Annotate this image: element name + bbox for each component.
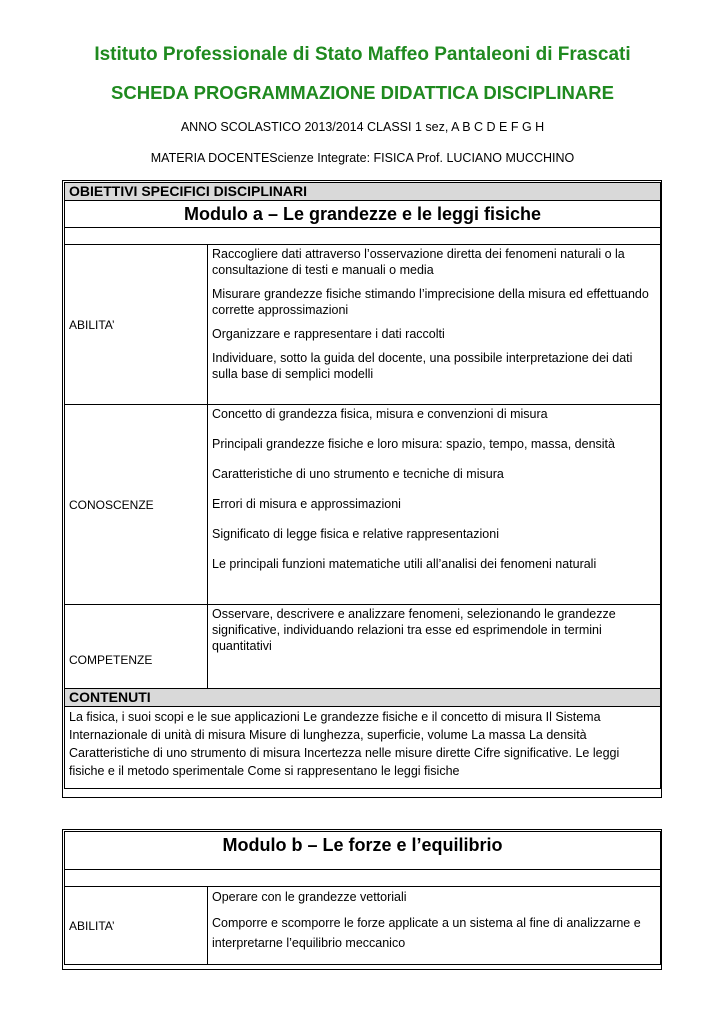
abilita-item: Misurare grandezze fisiche stimando l’imprecisione della misura ed effettuando corrette approssimazioni	[212, 287, 649, 317]
conoscenze-item: Caratteristiche di uno strumento e tecniche di misura	[212, 467, 504, 481]
module-a-table	[64, 182, 661, 789]
conoscenze-cell	[208, 405, 661, 605]
abilita-item: Raccogliere dati attraverso l’osservazione diretta dei fenomeni naturali o la consultazione di testi e manuali o media	[212, 247, 625, 277]
abilita-item: Operare con le grandezze vettoriali	[212, 890, 407, 904]
abilita-item: Comporre e scomporre le forze applicate a un sistema al fine di analizzarne e interpretarne l’equilibrio meccanico	[212, 916, 641, 950]
abilita-item: Individuare, sotto la guida del docente, una possibile interpretazione dei dati sulla base di semplici modelli	[212, 351, 633, 381]
document-title: SCHEDA PROGRAMMAZIONE DIDATTICA DISCIPLINARE	[111, 82, 614, 103]
section-header-obiettivi: OBIETTIVI SPECIFICI DISCIPLINARI	[65, 183, 661, 201]
conoscenze-item: Errori di misura e approssimazioni	[212, 497, 401, 511]
competenze-label: COMPETENZE	[65, 605, 208, 689]
conoscenze-item: Concetto di grandezza fisica, misura e convenzioni di misura	[212, 407, 548, 421]
abilita-item: Organizzare e rappresentare i dati raccolti	[212, 327, 445, 341]
abilita-cell-b	[208, 887, 661, 965]
module-b-title: Modulo b – Le forze e l’equilibrio	[65, 832, 661, 870]
conoscenze-item: Le principali funzioni matematiche utili all’analisi dei fenomeni naturali	[212, 557, 597, 571]
competenze-cell: Osservare, descrivere e analizzare fenomeni, selezionando le grandezze significative, individuando relazioni tra esse ed esprimendole in termini quantitativi	[208, 605, 661, 689]
abilita-label-b: ABILITA’	[65, 887, 208, 965]
abilita-cell	[208, 245, 661, 405]
module-a-title: Modulo a – Le grandezze e le leggi fisiche	[65, 201, 661, 228]
conoscenze-item: Significato di legge fisica e relative rappresentazioni	[212, 527, 499, 541]
contenuti-text: La fisica, i suoi scopi e le sue applicazioni Le grandezze fisiche e il concetto di misura Il Sistema Internazionale di unità di misura Misure di lunghezza, superficie, volume La massa La densità Caratteristiche di uno strumento di misura Incertezza nelle misure dirette Cifre significative. Le leggi fisiche e il metodo sperimentale Come si rappresentano le leggi fisiche	[65, 707, 661, 789]
subject-teacher-line: MATERIA DOCENTEScienze Integrate: FISICA Prof. LUCIANO MUCCHINO	[150, 151, 575, 165]
section-header-contenuti: CONTENUTI	[65, 689, 661, 707]
abilita-label: ABILITA’	[65, 245, 208, 405]
empty-row	[65, 870, 661, 887]
conoscenze-item: Principali grandezze fisiche e loro misura: spazio, tempo, massa, densità	[212, 437, 615, 451]
conoscenze-label: CONOSCENZE	[65, 405, 208, 605]
school-year-line: ANNO SCOLASTICO 2013/2014 CLASSI 1 sez, A B C D E F G H	[180, 120, 545, 134]
institute-title: Istituto Professionale di Stato Maffeo Pantaleoni di Frascati	[94, 44, 631, 65]
module-b-table	[64, 831, 661, 965]
empty-row	[65, 228, 661, 245]
